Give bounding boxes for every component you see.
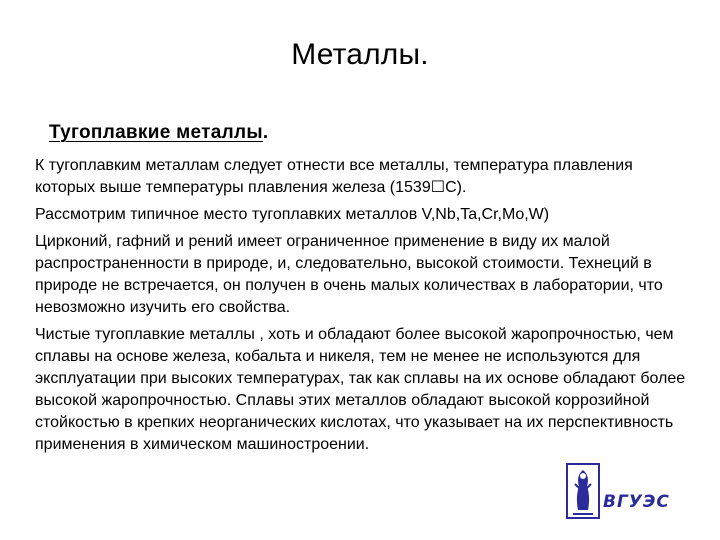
- university-logo: [565, 462, 705, 522]
- paragraph-typical-place: Рассмотрим типичное место тугоплавких металлов V,Nb,Ta,Cr,Mo,W): [35, 206, 550, 223]
- subtitle-period: .: [262, 122, 269, 143]
- paragraph-pure-metals: Чистые тугоплавкие металлы , хоть и обладают более высокой жаропрочностью, чем сплавы на основе железа, кобальта и никеля, тем не менее не используются для эксплуатации при высоких температурах, так как сплавы на их основе обладают более высокой жаропрочностью. Сплавы этих металлов обладают высокой коррозийной стойкостью в крепких неорганических кислотах, что указывает на их перспективность применения в химическом машиностроении.: [35, 326, 686, 453]
- section-subtitle: [49, 122, 268, 144]
- subtitle-text: Тугоплавкие металлы: [49, 122, 263, 143]
- slide-body: [35, 155, 695, 461]
- slide-title: Металлы.: [291, 38, 429, 71]
- logo-text: ВГУЭС: [603, 492, 670, 512]
- university-emblem-icon: [565, 462, 601, 520]
- paragraph-limited-use: Цирконий, гафний и рений имеет ограниченное применение в виду их малой распространенности в природе, и, следовательно, высокой стоимости. Технеций в природе не встречается, он получен в очень малых количествах в лаборатории, что невозможно изучить его свойства.: [35, 233, 663, 316]
- paragraph-refractory-definition: К тугоплавким металлам следует отнести все металлы, температура плавления которых выше температуры плавления железа (1539☐С).: [35, 157, 633, 196]
